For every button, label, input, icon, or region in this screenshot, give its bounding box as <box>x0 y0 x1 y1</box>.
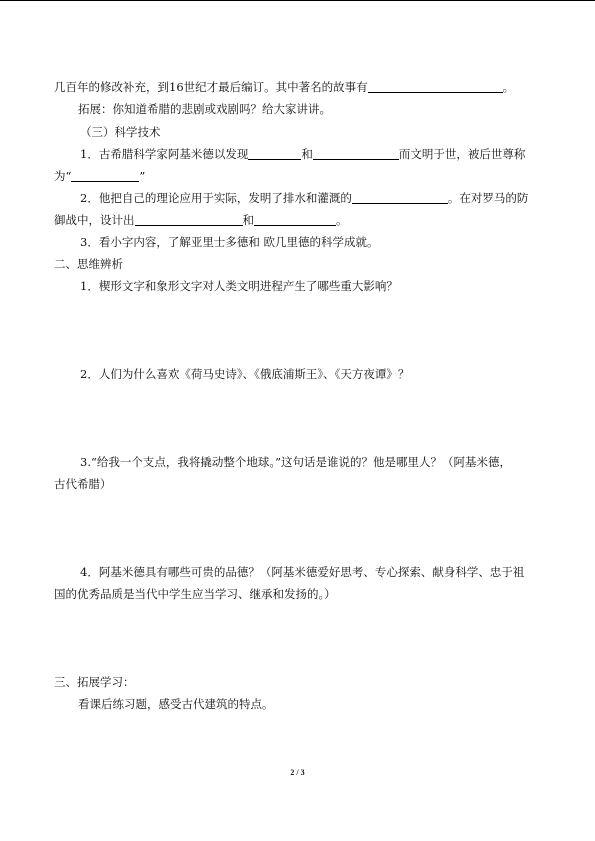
thinking-question-3: 3.“给我一个支点，我将撬动整个地球。”这句话是谁说的？他是哪里人？（阿基米德， <box>80 455 511 469</box>
question-1-line <box>80 146 544 162</box>
question-1-line-continued <box>54 168 544 184</box>
thinking-question-1: 1．楔形文字和象形文字对人类文明进程产生了哪些重大影响？ <box>80 279 398 293</box>
text-segment: 2．他把自己的理论应用于实际，发明了排水和灌溉的 <box>80 191 352 205</box>
text-line-continuation <box>54 79 544 95</box>
answer-blank[interactable] <box>313 147 399 160</box>
question-2-line-continued <box>54 212 544 228</box>
text-segment: 。 <box>502 80 515 94</box>
text-segment: 和 <box>242 213 254 227</box>
text-segment: 。在对罗马的防 <box>447 191 529 205</box>
text-line-extension: 拓展：你知道希腊的悲剧或戏剧吗？给大家讲讲。 <box>78 102 331 116</box>
section-heading-extended-learning: 三、拓展学习： <box>54 675 135 689</box>
thinking-question-2: 2．人们为什么喜欢《荷马史诗》、《俄底浦斯王》、《天方夜谭》？ <box>80 367 410 381</box>
page-top-border <box>0 0 595 1</box>
answer-blank[interactable] <box>368 80 503 93</box>
page-number: 2 / 3 <box>290 768 305 777</box>
answer-blank[interactable] <box>254 213 336 226</box>
text-segment: 几百年的修改补充，到16世纪才最后编订。其中著名的故事有 <box>54 80 368 94</box>
answer-blank[interactable] <box>135 213 243 226</box>
thinking-question-4: 4．阿基米德具有哪些可贵的品德？（阿基米德爱好思考、专心探索、献身科学、忠于祖 <box>80 565 525 579</box>
section-heading-science: （三）科学技术 <box>80 125 161 139</box>
extended-learning-text: 看课后练习题，感受古代建筑的特点。 <box>78 697 274 711</box>
text-segment: 为“ <box>54 169 72 183</box>
answer-blank[interactable] <box>71 169 139 182</box>
text-segment: 1．古希腊科学家阿基米德以发现 <box>80 147 249 161</box>
text-segment: 。 <box>336 213 348 227</box>
section-heading-thinking: 二、思维辨析 <box>54 257 123 271</box>
thinking-question-3-continued: 古代希腊） <box>54 477 112 491</box>
thinking-question-4-continued: 国的优秀品质是当代中学生应当学习、继承和发扬的。） <box>54 587 336 601</box>
question-2-line <box>80 190 544 206</box>
text-segment: 御战中，设计出 <box>54 213 135 227</box>
question-3-line: 3．看小字内容，了解亚里士多德和 欧几里德的科学成就。 <box>80 235 379 249</box>
answer-blank[interactable] <box>248 147 301 160</box>
text-segment: 和 <box>301 147 313 161</box>
text-segment: 而文明于世，被后世尊称 <box>398 147 526 161</box>
text-segment: ” <box>139 169 146 183</box>
answer-blank[interactable] <box>352 191 448 204</box>
